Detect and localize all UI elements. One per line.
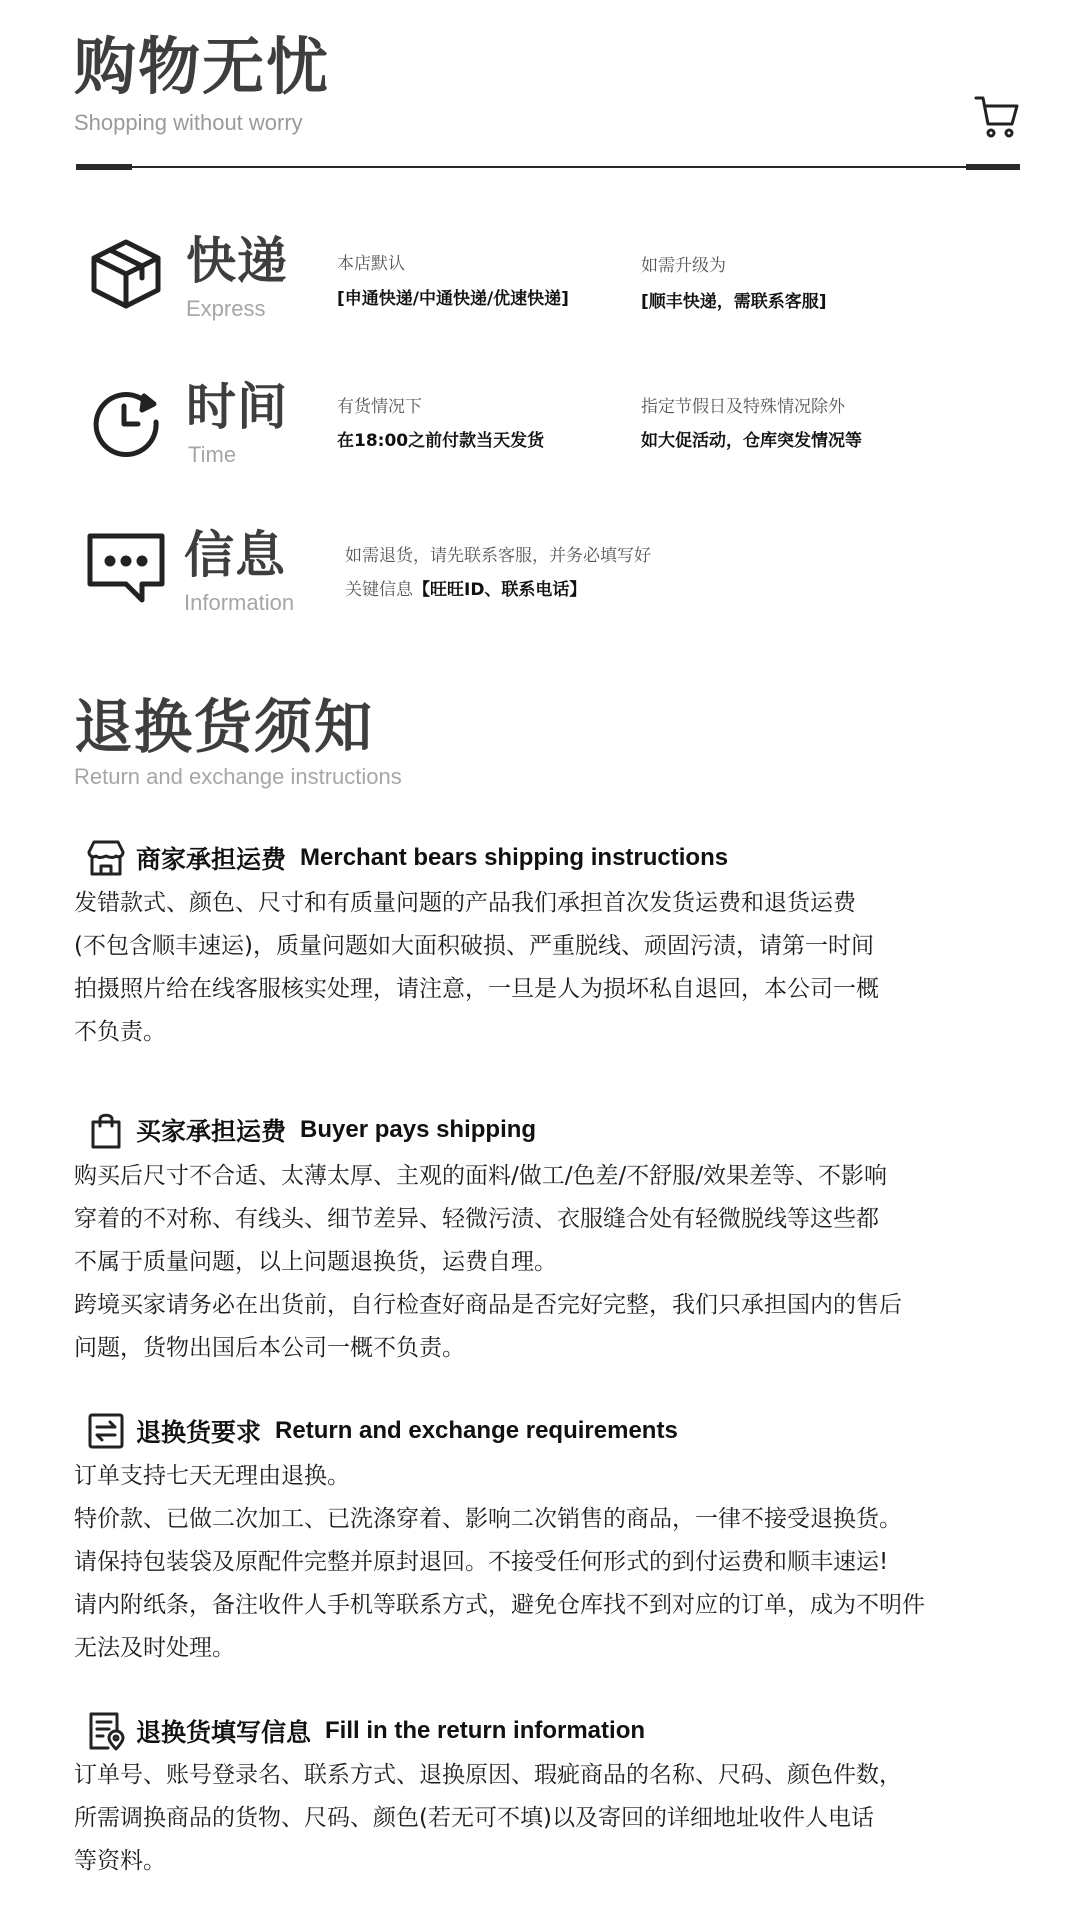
merchant-shipping-line: (不包含顺丰速运)，质量问题如大面积破损、严重脱线、顽固污渍，请第一时间 <box>74 933 874 959</box>
buyer-shipping-line: 不属于质量问题，以上问题退换货，运费自理。 <box>74 1249 557 1275</box>
merchant-shipping-text <box>74 882 1014 1054</box>
return-info-line: 订单号、账号登录名、联系方式、退换原因、瑕疵商品的名称、尺码、颜色件数， <box>74 1762 902 1788</box>
info-title: 信息 <box>184 526 286 584</box>
return-requirements-line: 订单支持七天无理由退换。 <box>74 1463 350 1489</box>
express-upgrade-label: 如需升级为 <box>641 256 726 276</box>
merchant-shipping-line: 拍摄照片给在线客服核实处理，请注意，一旦是人为损坏私自退回，本公司一概 <box>74 976 879 1002</box>
return-requirements-title-cn: 退换货要求 <box>136 1418 262 1447</box>
return-requirements-line: 特价款、已做二次加工、已洗涤穿着、影响二次销售的商品，一律不接受退换货。 <box>74 1506 902 1532</box>
info-line-1: 如需退货，请先联系客服，并务必填写好 <box>345 546 651 566</box>
info-line-2-prefix: 关键信息 <box>345 580 413 600</box>
return-requirements-heading <box>86 1411 678 1451</box>
buyer-shipping-line: 穿着的不对称、有线头、细节差异、轻微污渍、衣服缝合处有轻微脱线等这些都 <box>74 1206 879 1232</box>
page-subtitle: Shopping without worry <box>74 110 303 135</box>
shopping-bag-icon <box>86 1110 126 1150</box>
shopping-cart-icon[interactable] <box>974 94 1020 140</box>
merchant-shipping-line: 不负责。 <box>74 1019 166 1045</box>
time-exception-value: 如大促活动，仓库突发情况等 <box>641 431 862 451</box>
returns-subtitle: Return and exchange instructions <box>74 764 402 789</box>
store-icon <box>86 838 126 878</box>
package-box-icon <box>88 236 164 312</box>
clock-icon <box>88 384 164 460</box>
header-divider-accent-right <box>966 164 1020 170</box>
merchant-shipping-title-en: Merchant bears shipping instructions <box>300 844 729 871</box>
return-info-title-en: Fill in the return information <box>325 1717 646 1744</box>
express-default-value: [申通快递/中通快递/优速快递] <box>337 289 569 309</box>
buyer-shipping-line: 问题，货物出国后本公司一概不负责。 <box>74 1335 465 1361</box>
return-requirements-text <box>74 1455 1014 1670</box>
time-stock-value: 在18:00之前付款当天发货 <box>337 431 545 451</box>
buyer-shipping-title-cn: 买家承担运费 <box>136 1117 287 1146</box>
info-subtitle: Information <box>184 590 295 615</box>
form-document-icon <box>86 1711 126 1751</box>
header-divider <box>76 166 1020 168</box>
info-line-2 <box>345 575 586 600</box>
return-info-title-cn: 退换货填写信息 <box>136 1718 312 1747</box>
returns-title: 退换货须知 <box>74 693 375 761</box>
header-divider-accent-left <box>76 164 132 170</box>
time-title: 时间 <box>186 378 288 436</box>
merchant-shipping-line: 发错款式、颜色、尺寸和有质量问题的产品我们承担首次发货运费和退货运费 <box>74 890 856 916</box>
time-exception-label: 指定节假日及特殊情况除外 <box>641 397 845 417</box>
merchant-shipping-heading <box>86 838 728 878</box>
return-requirements-line: 请内附纸条，备注收件人手机等联系方式，避免仓库找不到对应的订单，成为不明件 <box>74 1592 925 1618</box>
return-info-line: 所需调换商品的货物、尺码、颜色(若无可不填)以及寄回的详细地址收件人电话 <box>74 1805 874 1831</box>
express-default-label: 本店默认 <box>337 254 405 274</box>
buyer-shipping-line: 跨境买家请务必在出货前，自行检查好商品是否完好完整，我们只承担国内的售后 <box>74 1292 902 1318</box>
info-line-2-key: 【旺旺ID、联系电话】 <box>413 580 587 600</box>
return-requirements-line: 无法及时处理。 <box>74 1635 235 1661</box>
buyer-shipping-heading <box>86 1110 536 1150</box>
return-requirements-title-en: Return and exchange requirements <box>275 1417 678 1444</box>
express-subtitle: Express <box>186 296 266 321</box>
buyer-shipping-line: 购买后尺寸不合适、太薄太厚、主观的面料/做工/色差/不舒服/效果差等、不影响 <box>74 1163 887 1189</box>
express-title: 快递 <box>186 232 288 290</box>
return-info-line: 等资料。 <box>74 1848 166 1874</box>
time-stock-label: 有货情况下 <box>337 397 422 417</box>
return-info-heading <box>86 1711 645 1751</box>
buyer-shipping-title-en: Buyer pays shipping <box>300 1116 537 1143</box>
buyer-shipping-text <box>74 1155 1014 1370</box>
exchange-icon <box>86 1411 126 1451</box>
merchant-shipping-title-cn: 商家承担运费 <box>136 845 287 874</box>
page-title: 购物无忧 <box>74 30 331 103</box>
return-requirements-line: 请保持包装袋及原配件完整并原封退回。不接受任何形式的到付运费和顺丰速运! <box>74 1549 889 1575</box>
express-upgrade-value: [顺丰快递，需联系客服] <box>641 292 827 312</box>
message-bubble-icon <box>86 530 166 606</box>
return-info-text <box>74 1754 1014 1883</box>
time-subtitle: Time <box>188 442 237 467</box>
